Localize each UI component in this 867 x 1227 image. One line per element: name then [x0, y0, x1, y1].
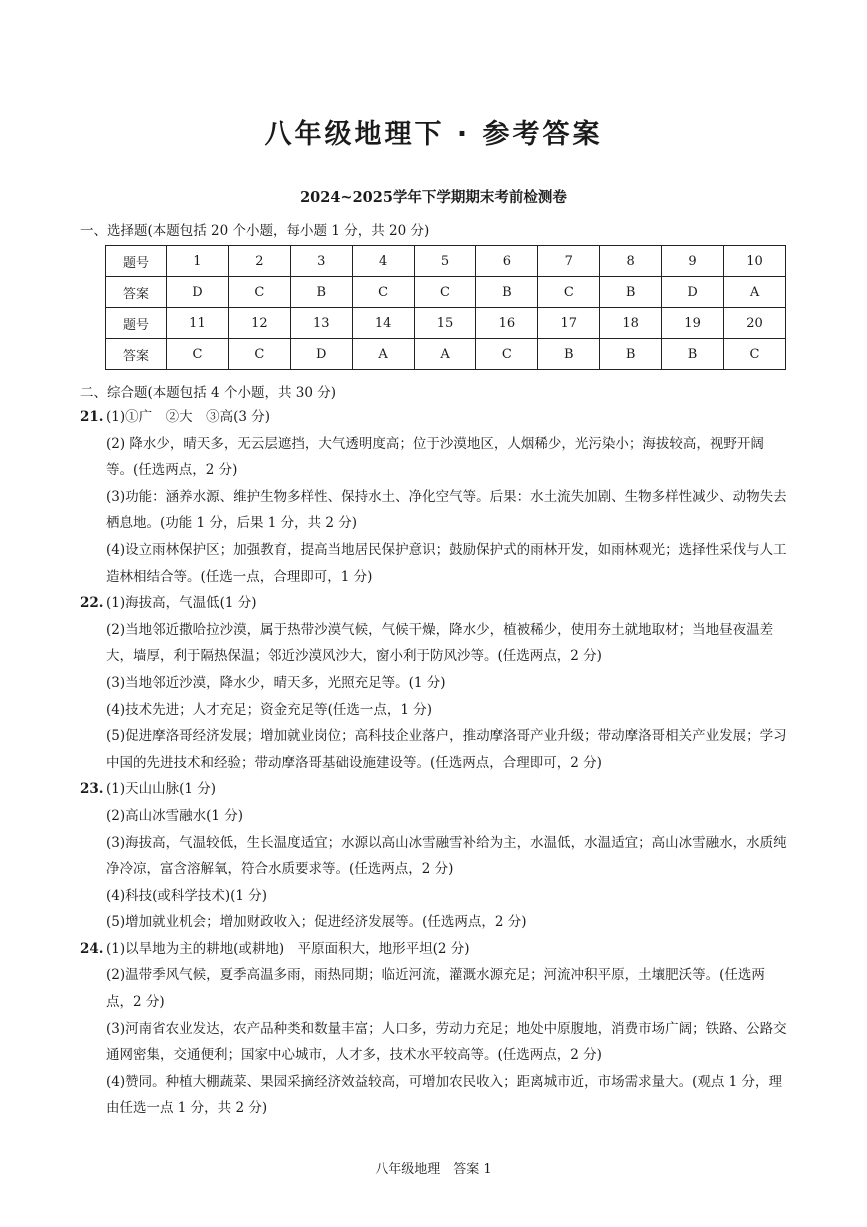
- answer-part: (1)①广 ②大 ③高(3 分): [106, 409, 271, 425]
- question-number: 22.: [80, 595, 104, 612]
- answer-part: (4)技术先进；人才充足；资金充足等(任选一点，1 分): [106, 701, 433, 718]
- exam-subtitle: 2024~2025学年下学期期末考前检测卷: [300, 189, 567, 206]
- table-cell: 10: [724, 246, 786, 277]
- page-title: 八年级地理下 · 参考答案: [264, 119, 603, 150]
- table-cell: 1: [167, 246, 229, 277]
- table-row: [106, 339, 786, 370]
- table-cell: B: [600, 339, 662, 370]
- answer-part: (2)温带季风气候，夏季高温多雨，雨热同期；临近河流，灌溉水源充足；河流冲积平原，土壤肥沃等。(任选两点，2 分): [106, 967, 765, 1011]
- table-cell: C: [352, 277, 414, 308]
- table-cell: D: [167, 277, 229, 308]
- section-heading-choice: 一、选择题(本题包括 20 个小题，每小题 1 分，共 20 分): [80, 223, 430, 239]
- table-cell: 2: [228, 246, 290, 277]
- question-number: 24.: [80, 940, 104, 957]
- question-block: [80, 404, 788, 590]
- table-cell: B: [538, 339, 600, 370]
- table-cell: C: [228, 277, 290, 308]
- answer-part: (4)设立雨林保护区；加强教育，提高当地居民保护意识；鼓励保护式的雨林开发，如雨林观光；选择性采伐与人工造林相结合等。(任选一点，合理即可，1 分): [106, 541, 787, 585]
- question-first-line: [80, 404, 788, 431]
- question-block: [80, 590, 788, 776]
- table-cell: 18: [600, 308, 662, 339]
- answer-part: (3)海拔高，气温较低，生长温度适宜；水源以高山冰雪融雪补给为主，水温低，水温适宜；高山冰雪融水，水质纯净冷凉，富含溶解氧，符合水质要求等。(任选两点，2 分): [106, 834, 787, 878]
- answer-part: (3)当地邻近沙漠，降水少，晴天多，光照充足等。(1 分): [106, 674, 446, 691]
- question-first-line: [80, 776, 788, 803]
- answer-part: (4)赞同。种植大棚蔬菜、果园采摘经济效益较高，可增加农民收入；距离城市近，市场需求量大。(观点 1 分，理由任选一点 1 分，共 2 分): [106, 1073, 783, 1117]
- table-cell: C: [538, 277, 600, 308]
- answer-part: (1)海拔高，气温低(1 分): [106, 595, 257, 612]
- question-first-line: [80, 590, 788, 617]
- row-label: 题号: [106, 308, 167, 339]
- answer-part: (4)科技(或科学技术)(1 分): [106, 887, 268, 904]
- answer-part: (2)高山冰雪融水(1 分): [106, 807, 244, 824]
- table-cell: 3: [290, 246, 352, 277]
- table-cell: 13: [290, 308, 352, 339]
- row-label: 题号: [106, 246, 167, 277]
- answer-part: (3)河南省农业发达，农产品种类和数量丰富；人口多，劳动力充足；地处中原腹地，消费市场广阔；铁路、公路交通网密集，交通便利；国家中心城市，人才多，技术水平较高等。(任选两点，2 分): [106, 1020, 787, 1064]
- row-label: 答案: [106, 339, 167, 370]
- table-row: [106, 246, 786, 277]
- answer-part: (2)当地邻近撒哈拉沙漠，属于热带沙漠气候，气候干燥，降水少，植被稀少，使用夯土就地取材；当地昼夜温差大，墙厚，利于隔热保温；邻近沙漠风沙大，窗小利于防风沙等。(任选两点，2 分): [106, 621, 774, 665]
- table-cell: C: [167, 339, 229, 370]
- table-cell: A: [352, 339, 414, 370]
- table-cell: A: [414, 339, 476, 370]
- table-cell: 19: [662, 308, 724, 339]
- answer-part: (1)以旱地为主的耕地(或耕地) 平原面积大，地形平坦(2 分): [106, 940, 470, 957]
- answer-part: (5)促进摩洛哥经济发展；增加就业岗位；高科技企业落户，推动摩洛哥产业升级；带动摩洛哥相关产业发展；学习中国的先进技术和经验；带动摩洛哥基础设施建设等。(任选两点，合理即可，2 分): [106, 728, 787, 771]
- question-first-line: [80, 936, 788, 963]
- row-label: 答案: [106, 277, 167, 308]
- comprehensive-answers: [80, 404, 788, 1122]
- answer-part: (5)增加就业机会；增加财政收入；促进经济发展等。(任选两点，2 分): [106, 914, 527, 931]
- table-cell: 5: [414, 246, 476, 277]
- table-cell: 15: [414, 308, 476, 339]
- table-cell: C: [476, 339, 538, 370]
- table-cell: 16: [476, 308, 538, 339]
- table-cell: 12: [228, 308, 290, 339]
- question-number: 21.: [80, 409, 104, 425]
- table-row: [106, 308, 786, 339]
- section-heading-comprehensive: 二、综合题(本题包括 4 个小题，共 30 分): [80, 385, 336, 401]
- table-cell: 7: [538, 246, 600, 277]
- table-cell: C: [414, 277, 476, 308]
- table-cell: D: [290, 339, 352, 370]
- table-cell: 6: [476, 246, 538, 277]
- answer-part: (2) 降水少，晴天多，无云层遮挡，大气透明度高；位于沙漠地区，人烟稀少，光污染小；海拔较高，视野开阔等。(任选两点，2 分): [106, 435, 764, 479]
- table-cell: 17: [538, 308, 600, 339]
- table-cell: 8: [600, 246, 662, 277]
- table-cell: B: [662, 339, 724, 370]
- table-cell: 20: [724, 308, 786, 339]
- table-cell: D: [662, 277, 724, 308]
- table-cell: B: [290, 277, 352, 308]
- question-number: 23.: [80, 781, 104, 798]
- table-cell: B: [600, 277, 662, 308]
- page-footer: 八年级地理 答案 1: [375, 1162, 492, 1177]
- table-cell: B: [476, 277, 538, 308]
- table-cell: 11: [167, 308, 229, 339]
- table-cell: 4: [352, 246, 414, 277]
- answer-part: (3)功能：涵养水源、维护生物多样性、保持水土、净化空气等。后果：水土流失加剧、生物多样性减少、动物失去栖息地。(功能 1 分，后果 1 分，共 2 分): [106, 488, 787, 532]
- question-block: [80, 936, 788, 1122]
- table-cell: C: [228, 339, 290, 370]
- answer-table: [105, 245, 786, 370]
- table-cell: 9: [662, 246, 724, 277]
- table-row: [106, 277, 786, 308]
- table-cell: C: [724, 339, 786, 370]
- table-cell: A: [724, 277, 786, 308]
- answer-part: (1)天山山脉(1 分): [106, 781, 217, 798]
- table-cell: 14: [352, 308, 414, 339]
- question-block: [80, 776, 788, 936]
